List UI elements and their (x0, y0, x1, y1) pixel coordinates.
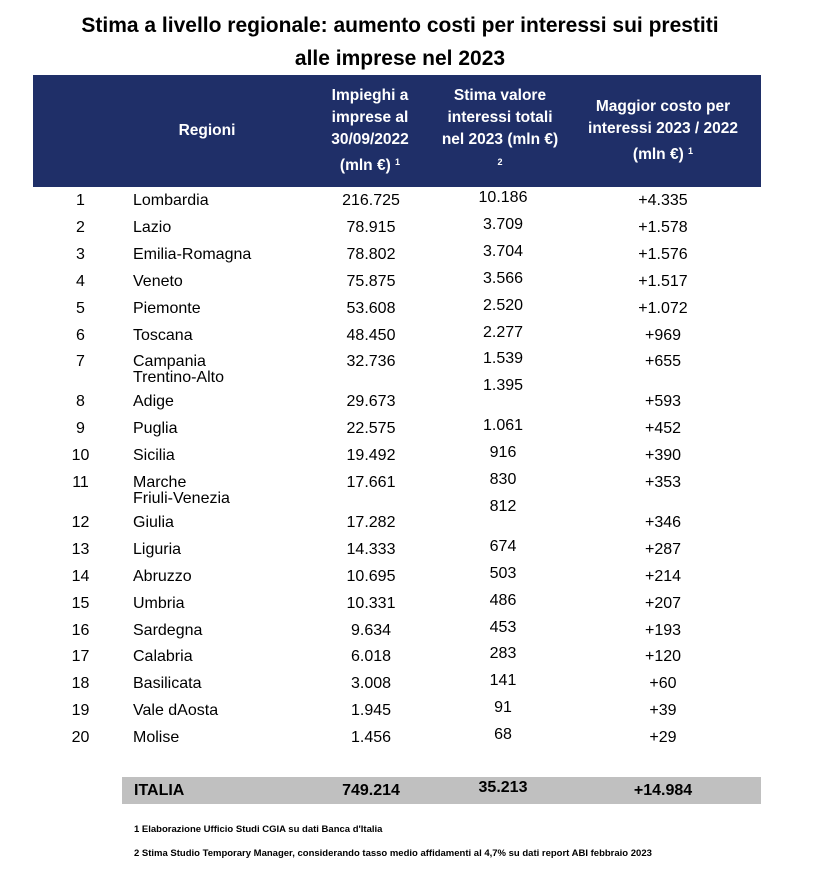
costo-cell: +4.335 (638, 192, 688, 209)
impieghi-cell: 1.945 (350, 702, 392, 720)
costo-cell: +120 (644, 648, 682, 666)
total-row (122, 777, 761, 804)
header-stima-line: interessi totali (447, 109, 553, 126)
table-row (33, 539, 761, 561)
table-row (33, 489, 761, 534)
region-cell: Campania (133, 353, 206, 371)
costo-cell: +193 (644, 621, 682, 639)
impieghi-cell: 19.492 (346, 447, 396, 465)
stima-cell: 3.566 (482, 269, 524, 287)
table-row (33, 646, 761, 668)
rank-cell: 3 (76, 245, 85, 263)
costo-cell: +1.578 (638, 218, 688, 236)
table-row (33, 325, 761, 347)
region-cell: Abruzzo (133, 567, 192, 585)
header-regioni: Regioni (178, 122, 236, 139)
rank-cell: 8 (76, 393, 85, 411)
table-row (33, 727, 761, 749)
rank-cell: 18 (71, 675, 90, 693)
stima-cell: 3.709 (482, 215, 524, 233)
table-row (33, 244, 761, 266)
rank-cell: 12 (71, 513, 90, 531)
stima-cell: 453 (489, 618, 517, 636)
region-cell: Puglia (133, 420, 178, 438)
table-row (33, 369, 761, 413)
rank-cell: 4 (76, 272, 85, 290)
impieghi-cell: 14.333 (346, 540, 396, 558)
table-row (33, 271, 761, 293)
region-cell-line1: Friuli-Venezia (133, 489, 230, 507)
stima-cell: 141 (489, 672, 517, 690)
region-cell: Calabria (133, 648, 193, 666)
rank-cell: 7 (76, 353, 85, 371)
region-cell: Adige (133, 393, 174, 411)
total-label: ITALIA (134, 782, 185, 799)
table-row (33, 700, 761, 722)
costo-cell: +1.072 (638, 299, 688, 317)
table-row (33, 217, 761, 239)
stima-cell: 68 (494, 726, 512, 744)
region-cell: Sardegna (133, 621, 203, 639)
header-costo-line: interessi 2023 / 2022 (588, 120, 738, 137)
costo-cell: +29 (649, 729, 677, 747)
footnote-ref: 1 (688, 146, 694, 156)
total-impieghi: 749.214 (342, 782, 400, 799)
rank-cell: 2 (76, 218, 85, 236)
stima-cell: 283 (489, 645, 517, 663)
costo-cell: +207 (644, 594, 682, 612)
page-title-line-2: alle imprese nel 2023 (294, 47, 506, 70)
costo-cell: +1.576 (638, 245, 688, 263)
impieghi-cell: 17.661 (346, 474, 396, 491)
rank-cell: 11 (72, 474, 89, 491)
impieghi-cell: 32.736 (346, 353, 396, 371)
impieghi-cell: 48.450 (346, 326, 396, 344)
impieghi-cell: 22.575 (346, 420, 396, 438)
impieghi-cell: 216.725 (342, 192, 400, 209)
stima-cell: 503 (489, 564, 517, 582)
header-stima-line: Stima valore (453, 87, 547, 104)
rank-cell: 6 (76, 326, 85, 344)
footnote-ref: 1 (395, 157, 401, 167)
region-cell: Umbria (133, 594, 185, 612)
footnote-1: 1 Elaborazione Ufficio Studi CGIA su dati Banca d'Italia (134, 824, 383, 835)
impieghi-cell: 17.282 (346, 513, 396, 531)
stima-cell: 1.061 (482, 417, 524, 435)
header-stima-line: nel 2023 (mln €) (441, 131, 559, 148)
table-row (33, 445, 761, 467)
impieghi-cell: 53.608 (346, 299, 396, 317)
footnote-2: 2 Stima Studio Temporary Manager, considerando tasso medio affidamenti al 4,7% su dati report ABI febbraio 2023 (134, 848, 652, 859)
header-impieghi (295, 75, 445, 187)
stima-cell: 1.539 (482, 350, 524, 368)
stima-cell: 486 (489, 591, 517, 609)
region-cell-line1: Trentino-Alto (133, 369, 224, 387)
table-header (33, 75, 761, 187)
header-impieghi-line: Impieghi a (331, 87, 409, 104)
region-cell: Veneto (133, 272, 183, 290)
table-row (33, 566, 761, 588)
table-row (33, 620, 761, 642)
header-impieghi-line: (mln €) (339, 157, 391, 174)
stima-cell: 1.395 (482, 377, 524, 395)
region-cell: Giulia (133, 513, 174, 531)
rank-cell: 5 (76, 299, 85, 317)
stima-cell: 2.520 (482, 296, 524, 314)
impieghi-cell: 78.802 (346, 245, 396, 263)
region-cell: Sicilia (133, 447, 175, 465)
impieghi-cell: 10.695 (346, 567, 396, 585)
impieghi-cell: 3.008 (350, 675, 392, 693)
rank-cell: 14 (71, 567, 90, 585)
region-cell: Vale dAosta (133, 702, 219, 720)
table-row (33, 190, 761, 212)
region-cell: Emilia-Romagna (133, 245, 252, 263)
impieghi-cell: 9.634 (350, 621, 392, 639)
costo-cell: +214 (644, 567, 682, 585)
stima-cell: 10.186 (478, 189, 528, 206)
costo-cell: +353 (644, 474, 682, 491)
total-costo: +14.984 (633, 782, 693, 799)
costo-cell: +1.517 (638, 272, 688, 290)
region-cell: Lombardia (133, 192, 209, 209)
table-row (33, 298, 761, 320)
region-cell: Piemonte (133, 299, 201, 317)
rank-cell: 17 (71, 648, 90, 666)
stima-cell: 3.704 (482, 242, 524, 260)
rank-cell: 1 (76, 192, 85, 209)
table-row (33, 418, 761, 440)
footnote-ref: 2 (497, 157, 503, 167)
impieghi-cell: 78.915 (346, 218, 396, 236)
costo-cell: +39 (649, 702, 677, 720)
costo-cell: +390 (644, 447, 682, 465)
page-title: Stima a livello regionale: aumento costi per interessi sui prestiti (81, 14, 719, 37)
impieghi-cell: 75.875 (346, 272, 396, 290)
costo-cell: +287 (644, 540, 682, 558)
header-costo-line: (mln €) (632, 146, 684, 163)
total-stima: 35.213 (478, 779, 528, 796)
region-cell: Molise (133, 729, 180, 747)
costo-cell: +593 (644, 393, 682, 411)
header-impieghi-line: imprese al (331, 109, 409, 126)
impieghi-cell: 29.673 (346, 393, 396, 411)
region-cell: Marche (133, 474, 187, 491)
stima-cell: 830 (489, 471, 517, 488)
impieghi-cell: 1.456 (350, 729, 392, 747)
impieghi-cell: 10.331 (346, 594, 396, 612)
impieghi-cell: 6.018 (350, 648, 392, 666)
costo-cell: +655 (644, 353, 682, 371)
region-cell: Lazio (133, 218, 172, 236)
table-row (33, 593, 761, 615)
rank-cell: 20 (71, 729, 90, 747)
costo-cell: +969 (644, 326, 682, 344)
header-costo-line: Maggior costo per (595, 98, 731, 115)
costo-cell: +452 (644, 420, 682, 438)
rank-cell: 19 (71, 702, 90, 720)
table-row (33, 673, 761, 695)
stima-cell: 674 (489, 537, 517, 555)
rank-cell: 16 (71, 621, 90, 639)
header-stima (425, 75, 575, 187)
stima-cell: 91 (494, 699, 512, 717)
region-cell: Liguria (133, 540, 182, 558)
rank-cell: 9 (76, 420, 85, 438)
costo-cell: +60 (649, 675, 677, 693)
stima-cell: 916 (489, 444, 517, 462)
header-costo (563, 75, 763, 187)
costo-cell: +346 (644, 513, 682, 531)
stima-cell: 2.277 (482, 323, 524, 341)
stima-cell: 812 (489, 497, 517, 515)
region-cell: Basilicata (133, 675, 202, 693)
rank-cell: 15 (71, 594, 90, 612)
rank-cell: 10 (71, 447, 90, 465)
region-cell: Toscana (133, 326, 193, 344)
rank-cell: 13 (71, 540, 90, 558)
header-impieghi-line: 30/09/2022 (331, 131, 409, 148)
